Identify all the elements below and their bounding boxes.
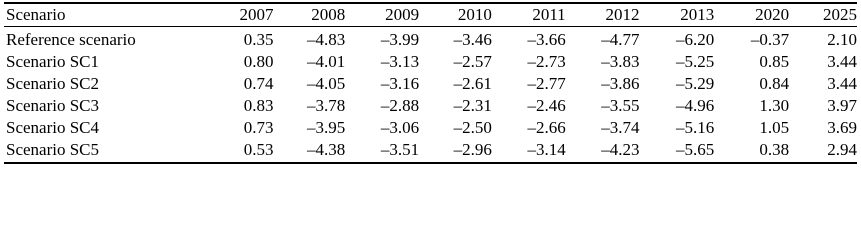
table-cell: –2.96 — [453, 140, 492, 159]
header-year: 2025 — [823, 5, 857, 24]
table-cell: 1.05 — [759, 118, 790, 137]
table-cell: 3.44 — [827, 52, 857, 71]
header-year: 2012 — [605, 5, 640, 24]
header-year: 2010 — [457, 5, 492, 24]
table-cell: –2.66 — [527, 118, 566, 137]
table-cell: 0.85 — [759, 52, 790, 71]
table-cell: 0.53 — [243, 140, 274, 159]
table-cell: –3.66 — [527, 30, 566, 49]
table-row — [4, 73, 857, 95]
table-cell: –5.65 — [676, 140, 715, 159]
table-cell: –3.86 — [601, 74, 640, 93]
table-row — [4, 139, 857, 163]
table-row — [4, 117, 857, 139]
row-label: Scenario SC4 — [6, 118, 100, 137]
table-cell: –3.83 — [601, 52, 640, 71]
table-cell: –2.57 — [453, 52, 492, 71]
table-cell: –3.55 — [601, 96, 640, 115]
table-cell: 0.74 — [243, 74, 274, 93]
table-cell: –2.77 — [527, 74, 566, 93]
table-cell: –3.78 — [307, 96, 346, 115]
table-cell: –3.06 — [380, 118, 420, 137]
header-year: 2008 — [311, 5, 346, 24]
table-cell: 2.94 — [827, 140, 857, 159]
table-cell: –3.95 — [307, 118, 346, 137]
row-label: Scenario SC1 — [6, 52, 100, 71]
table-cell: –3.14 — [527, 140, 566, 159]
table-cell: 3.69 — [827, 118, 857, 137]
table-cell: –5.29 — [676, 74, 715, 93]
table-cell: –3.13 — [380, 52, 420, 71]
table-cell: 2.10 — [827, 30, 857, 49]
row-label: Reference scenario — [6, 30, 136, 49]
table-cell: –0.37 — [750, 30, 790, 49]
table-cell: –3.51 — [380, 140, 420, 159]
header-year: 2007 — [239, 5, 274, 24]
table-header — [4, 3, 857, 27]
table-row — [4, 51, 857, 73]
table-cell: 0.73 — [243, 118, 274, 137]
table-cell: 0.83 — [243, 96, 274, 115]
table-cell: 0.35 — [243, 30, 274, 49]
header-scenario: Scenario — [6, 5, 66, 24]
table-cell: 3.44 — [827, 74, 857, 93]
table-cell: 3.97 — [827, 96, 857, 115]
table-body — [4, 27, 857, 164]
table-cell: –5.25 — [676, 52, 715, 71]
row-label: Scenario SC3 — [6, 96, 100, 115]
header-row — [4, 3, 857, 27]
header-year: 2009 — [385, 5, 420, 24]
table-cell: –4.23 — [601, 140, 640, 159]
row-label: Scenario SC2 — [6, 74, 100, 93]
table-cell: –4.96 — [676, 96, 715, 115]
table-cell: 1.30 — [759, 96, 790, 115]
table-cell: –2.73 — [527, 52, 566, 71]
table-cell: 0.80 — [243, 52, 274, 71]
table-cell: –3.16 — [380, 74, 420, 93]
header-year: 2013 — [680, 5, 715, 24]
table-cell: –4.38 — [307, 140, 346, 159]
table-row — [4, 27, 857, 52]
table-cell: –3.99 — [380, 30, 420, 49]
header-year: 2011 — [532, 5, 566, 24]
table-cell: –4.01 — [307, 52, 346, 71]
table-row — [4, 95, 857, 117]
table-cell: –2.61 — [453, 74, 492, 93]
scenario-table — [4, 2, 857, 164]
table-cell: –2.50 — [453, 118, 492, 137]
table-cell: 0.38 — [759, 140, 790, 159]
table-cell: –6.20 — [676, 30, 715, 49]
table-cell: –3.74 — [601, 118, 640, 137]
table-cell: 0.84 — [759, 74, 790, 93]
table-cell: –5.16 — [676, 118, 715, 137]
table-cell: –2.46 — [527, 96, 566, 115]
table-cell: –4.05 — [307, 74, 346, 93]
table-cell: –4.77 — [601, 30, 640, 49]
row-label: Scenario SC5 — [6, 140, 100, 159]
table-cell: –2.88 — [380, 96, 420, 115]
table-cell: –4.83 — [307, 30, 346, 49]
header-year: 2020 — [755, 5, 790, 24]
table-cell: –2.31 — [453, 96, 492, 115]
table-cell: –3.46 — [453, 30, 492, 49]
